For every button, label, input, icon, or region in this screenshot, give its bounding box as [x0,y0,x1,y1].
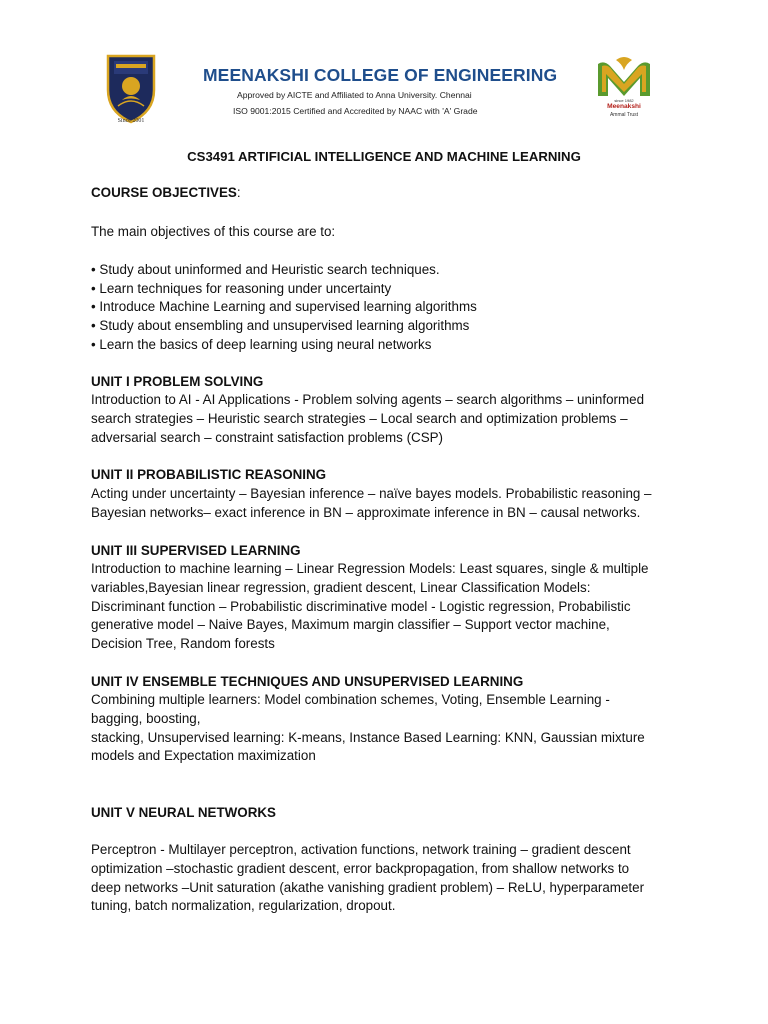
crest-caption: Since 2001 [117,118,145,124]
unit-line: Acting under uncertainty – Bayesian inference – naïve bayes models. Probabilistic reasoning – [91,486,652,501]
iso-line: ISO 9001:2015 Certified and Accredited by NAAC with 'A' Grade [233,106,478,116]
list-item: • Study about ensembling and unsupervised learning algorithms [91,318,470,334]
unit-line: Perceptron - Multilayer perceptron, activation functions, network training – gradient descent [91,842,631,857]
objectives-heading-colon: : [236,185,241,200]
objectives-list [91,261,477,354]
unit-5-body [91,841,691,916]
unit-2-title: UNIT II PROBABILISTIC REASONING [91,467,327,482]
unit-2-body [91,485,691,523]
unit-line: Bayesian networks– exact inference in BN – approximate inference in BN – causal networks. [91,504,641,520]
unit-line: deep networks –Unit saturation (akathe vanishing gradient problem) – ReLU, hyperparameter [91,879,645,895]
unit-line: generative model – Naive Bayes, Maximum margin classifier – Support vector machine, [91,617,610,633]
unit-4-title: UNIT IV ENSEMBLE TECHNIQUES AND UNSUPERVISED LEARNING [91,674,524,689]
course-title: CS3491 ARTIFICIAL INTELLIGENCE AND MACHINE LEARNING [187,149,581,164]
unit-4-body [91,691,691,766]
unit-line: variables,Bayesian linear regression, gradient descent, Linear Classification Models: [91,579,591,595]
unit-line: adversarial search – constraint satisfaction problems (CSP) [91,429,444,445]
trust-since: since 1982 [614,98,634,103]
unit-line: search strategies – Heuristic search strategies – Local search and optimization problems – [91,410,628,426]
objectives-heading: COURSE OBJECTIVES [91,185,237,200]
list-item: • Learn the basics of deep learning using neural networks [91,336,432,352]
unit-3-title: UNIT III SUPERVISED LEARNING [91,543,301,558]
unit-line: optimization –stochastic gradient descent, error backpropagation, from shallow networks to [91,860,630,876]
approval-line: Approved by AICTE and Affiliated to Anna University. Chennai [237,90,472,100]
letterhead [0,40,768,140]
trust-subtitle: Ammal Trust [609,112,639,118]
unit-line: Introduction to AI - AI Applications - Problem solving agents – search algorithms – uninformed [91,392,645,407]
list-item: • Introduce Machine Learning and supervised learning algorithms [91,299,477,315]
unit-line: tuning, batch normalization, regularization, dropout. [91,898,396,914]
unit-5-title: UNIT V NEURAL NETWORKS [91,805,276,820]
college-name: MEENAKSHI COLLEGE OF ENGINEERING [203,65,558,85]
list-item: • Study about uninformed and Heuristic search techniques. [91,262,440,277]
unit-1-title: UNIT I PROBLEM SOLVING [91,374,264,389]
unit-3-body [91,560,691,654]
unit-1-body [91,391,691,447]
unit-line: models and Expectation maximization [91,748,316,764]
objectives-intro: The main objectives of this course are to: [91,224,336,239]
trust-m-logo [592,56,656,134]
list-item: • Learn techniques for reasoning under uncertainty [91,280,392,296]
unit-line: Decision Tree, Random forests [91,636,275,652]
unit-line: Introduction to machine learning – Linear Regression Models: Least squares, single & multiple [91,561,649,576]
objectives-heading-line [91,185,241,200]
unit-line: bagging, boosting, [91,710,201,726]
unit-line: Combining multiple learners: Model combination schemes, Voting, Ensemble Learning - [91,692,610,707]
unit-line: stacking, Unsupervised learning: K-means, Instance Based Learning: KNN, Gaussian mixture [91,729,645,745]
unit-line: Discriminant function – Probabilistic discriminative model - Logistic regression, Probabilistic [91,598,631,614]
trust-name: Meenakshi [607,103,641,110]
